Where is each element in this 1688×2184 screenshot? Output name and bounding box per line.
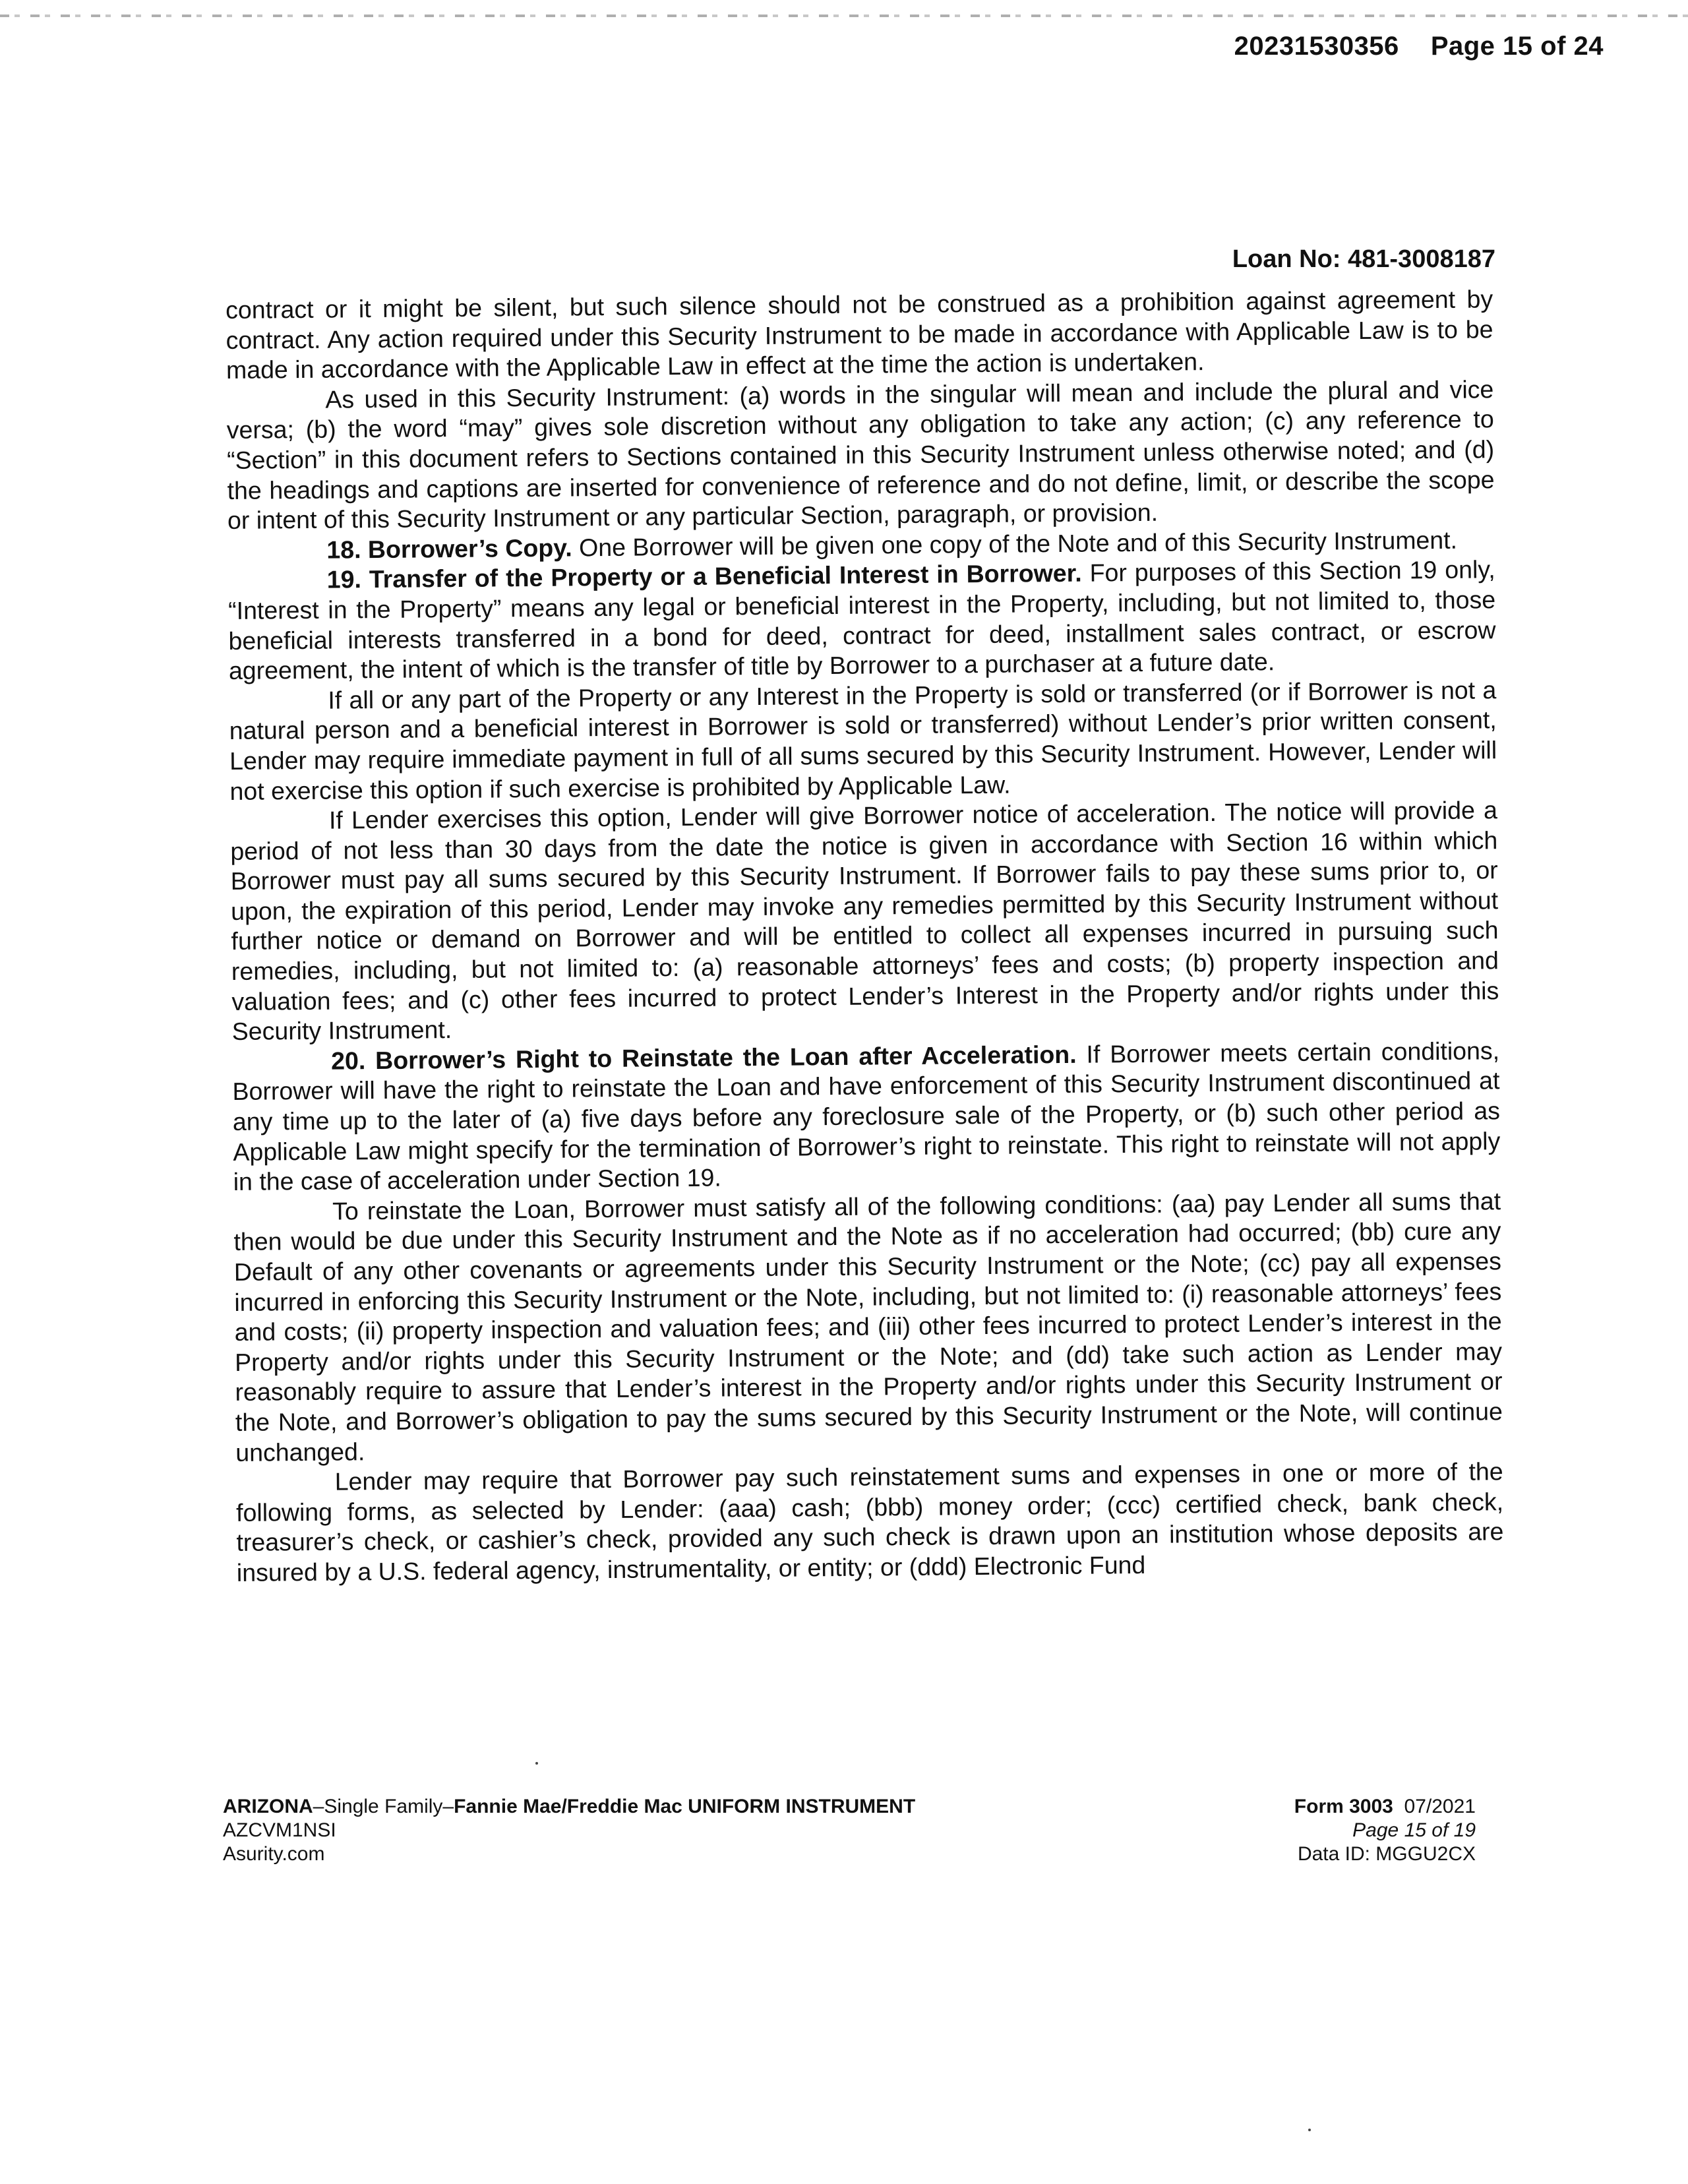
section-20-heading: 20. Borrower’s Right to Reinstate the Loan after Acceleration.	[330, 1040, 1077, 1075]
paragraph-reinstate-conditions: To reinstate the Loan, Borrower must satisfy all of the following conditions: (aa) pay Lender all sums that then would be due under this Security Instrument and the Note as if no acceleration had occurred; (bb) cure any Default of any other covenants or agreements under this Security Instrument or the Note; (cc) pay all expenses incurred in enforcing this Security Instrument or the Note, including, but not limited to: (i) reasonable attorneys’ fees and costs; (ii) property inspection and valuation fees; and (iii) other fees incurred to protect Lender’s interest in the Property and/or rights under this Security Instrument or the Note; and (dd) take such action as Lender may reasonably require to assure that Lender’s interest in the Property and/or rights under this Security Instrument or the Note, and Borrower’s obligation to pay the sums secured by this Security Instrument or the Note, will continue unchanged.	[233, 1186, 1503, 1467]
recording-page-label: Page 15 of 24	[1430, 32, 1604, 61]
loan-number: Loan No: 481-3008187	[1232, 245, 1495, 273]
section-19-heading: 19. Transfer of the Property or a Beneficial Interest in Borrower.	[326, 559, 1082, 594]
footer-data-id: Data ID: MGGU2CX	[1297, 1843, 1476, 1865]
section-20	[232, 1036, 1501, 1198]
section-20-text: If Borrower meets certain conditions, Borrower will have the right to reinstate the Loan and have enforcement of this Security Instrument discontinued at any time up to the later of (a) five days before any foreclosure sale of the Property, or (b) such other period as Applicable Law might specify for the termination of Borrower’s right to reinstate. This right to reinstate will not apply in the case of acceleration under Section 19.	[232, 1037, 1501, 1196]
scan-speck	[535, 1762, 538, 1765]
section-18-text: One Borrower will be given one copy of the Note and of this Security Instrument.	[578, 526, 1458, 562]
footer-doc-code: AZCVM1NSI	[223, 1819, 336, 1841]
footer-state: ARIZONA	[223, 1796, 313, 1817]
document-body	[226, 284, 1504, 1588]
section-19-text: For purposes of this Section 19 only, “Interest in the Property” means any legal or beneficial interest in the Property, including, but not limited to, those beneficial interests transferred in a bond for deed, contract for deed, installment sales contract, or escrow agreement, the intent of which is the transfer of title by Borrower to a purchaser at a future date.	[227, 555, 1496, 685]
footer-form-line	[1294, 1795, 1476, 1819]
paragraph-definitions: As used in this Security Instrument: (a) words in the singular will mean and include the plural and vice versa; (b) the word “may” gives sole discretion without any obligation to take any action; (c) any reference to “Section” in this document refers to Sections contained in this Security Instrument unless otherwise noted; and (d) the headings and captions are inserted for convenience of reference and do not define, limit, or describe the scope or intent of this Security Instrument or any particular Section, paragraph, or provision.	[226, 375, 1495, 535]
footer-instrument-name: Fannie Mae/Freddie Mac UNIFORM INSTRUMENT	[454, 1796, 916, 1817]
footer-form-date: 07/2021	[1404, 1796, 1476, 1817]
footer-form-number: Form 3003	[1294, 1796, 1393, 1817]
paragraph-transfer-consent: If all or any part of the Property or any Interest in the Property is sold or transferred (or if Borrower is not a natural person and a beneficial interest in Borrower is sold or transferred) without Lender’s prior written consent, Lender may require immediate payment in full of all sums secured by this Security Instrument. However, Lender will not exercise this option if such exercise is prohibited by Applicable Law.	[229, 675, 1497, 805]
footer-left	[223, 1795, 915, 1866]
scan-edge-artifact	[0, 15, 1688, 17]
section-18-heading: 18. Borrower’s Copy.	[326, 533, 572, 564]
paragraph-acceleration-notice: If Lender exercises this option, Lender will give Borrower notice of acceleration. The notice will provide a period of not less than 30 days from the date the notice is given in accordance with Section 16 within which Borrower must pay all sums secured by this Security Instrument. If Borrower fails to pay these sums prior to, or upon, the expiration of this period, Lender may invoke any remedies permitted by this Security Instrument without further notice or demand on Borrower and will be entitled to collect all expenses incurred in pursuing such remedies, including, but not limited to: (a) reasonable attorneys’ fees and costs; (b) property inspection and valuation fees; and (c) other fees incurred to protect Lender’s Interest in the Property and/or rights under this Security Instrument.	[230, 796, 1499, 1046]
footer-instrument-line	[223, 1795, 915, 1819]
scan-speck	[1308, 2129, 1311, 2131]
footer-form-page: Page 15 of 19	[1352, 1819, 1476, 1841]
footer-instrument-type: –Single Family–	[313, 1796, 454, 1817]
paragraph-applicable-law: contract or it might be silent, but such silence should not be construed as a prohibition against agreement by contract. Any action required under this Security Instrument to be made in accordance with Applicable Law is to be made in accordance with the Applicable Law in effect at the time the action is undertaken.	[226, 285, 1493, 384]
section-19	[228, 555, 1497, 686]
document-number: 20231530356	[1234, 32, 1399, 61]
footer-right	[1294, 1795, 1476, 1866]
footer-site: Asurity.com	[223, 1843, 325, 1865]
paragraph-reinstate-payment-forms: Lender may require that Borrower pay such reinstatement sums and expenses in one or more of the following forms, as selected by Lender: (aaa) cash; (bbb) money order; (ccc) certified check, bank check, treasurer’s check, or cashier’s check, provided any such check is drawn upon an institution whose deposits are insured by a U.S. federal agency, instrumentality, or entity; or (ddd) Electronic Fund	[235, 1457, 1504, 1587]
recording-header	[1234, 32, 1604, 61]
